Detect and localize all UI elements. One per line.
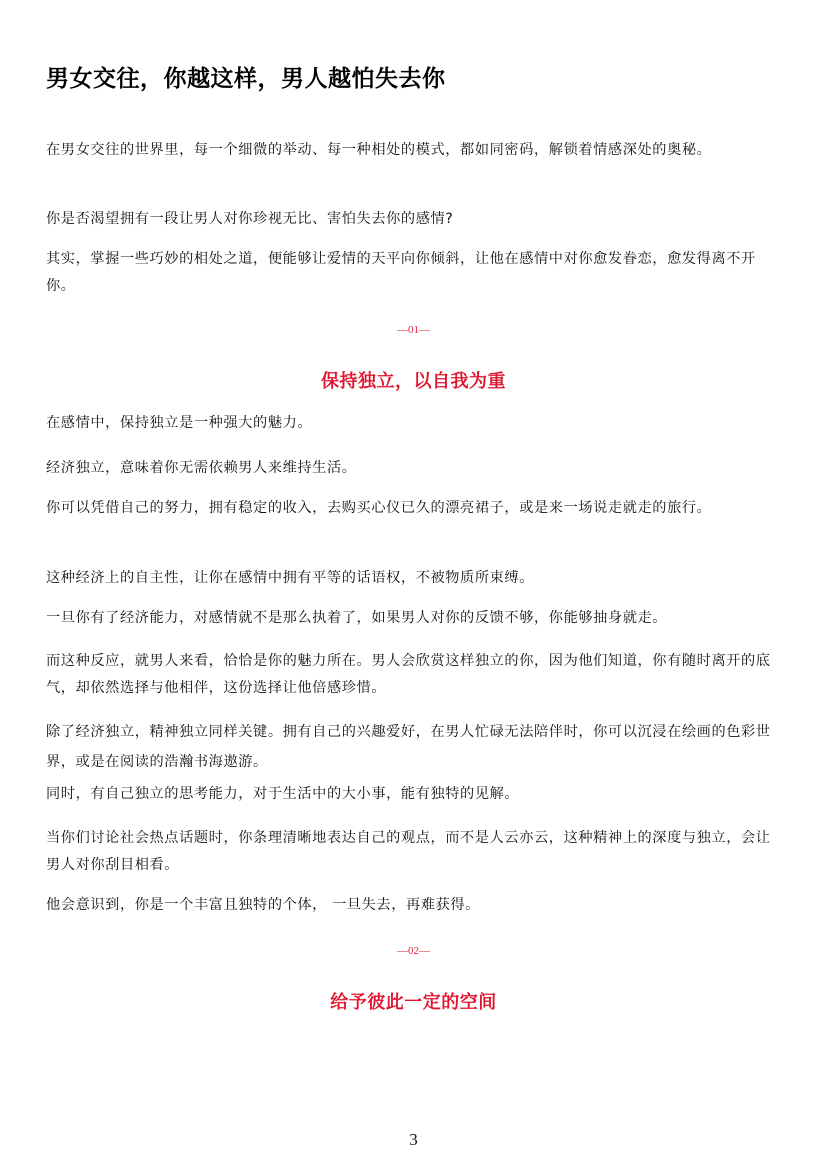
- section-1-paragraph-2: 经济独立，意味着你无需依赖男人来维持生活。: [46, 460, 357, 476]
- section-divider-02: —02—: [397, 945, 430, 957]
- section-1-paragraph-10: 他会意识到，你是一个丰富且独特的个体， 一旦失去，再难获得。: [46, 897, 480, 913]
- section-1-paragraph-6: 而这种反应，就男人来看，恰恰是你的魅力所在。男人会欣赏这样独立的你，因为他们知道，你有随时离开的底气，却依然选择与他相伴，这份选择让他倍感珍惜。: [46, 653, 771, 696]
- section-1-paragraph-7: 除了经济独立，精神独立同样关键。拥有自己的兴趣爱好，在男人忙碌无法陪伴时，你可以沉浸在绘画的色彩世界，或是在阅读的浩瀚书海遨游。: [46, 724, 771, 770]
- article-title: 男女交往，你越这样，男人越怕失去你: [46, 66, 446, 92]
- section-heading-02: 给予彼此一定的空间: [330, 992, 497, 1013]
- section-1-paragraph-8: 同时，有自己独立的思考能力，对于生活中的大小事，能有独特的见解。: [46, 786, 520, 802]
- section-1-paragraph-1: 在感情中，保持独立是一种强大的魅力。: [46, 415, 313, 431]
- section-divider-01: —01—: [397, 324, 430, 336]
- intro-paragraph-1: 在男女交往的世界里，每一个细微的举动、每一种相处的模式，都如同密码，解锁着情感深处的奥秘。: [46, 142, 712, 158]
- section-1-paragraph-4: 这种经济上的自主性，让你在感情中拥有平等的话语权，不被物质所束缚。: [46, 570, 534, 586]
- section-1-paragraph-9: 当你们讨论社会热点话题时，你条理清晰地表达自己的观点，而不是人云亦云，这种精神上的深度与独立，会让男人对你刮目相看。: [46, 830, 771, 873]
- page-number: 3: [409, 1130, 418, 1149]
- section-1-paragraph-3: 你可以凭借自己的努力，拥有稳定的收入，去购买心仪已久的漂亮裙子，或是来一场说走就走的旅行。: [46, 500, 712, 516]
- section-heading-01: 保持独立，以自我为重: [321, 371, 506, 392]
- section-1-paragraph-5: 一旦你有了经济能力，对感情就不是那么执着了，如果男人对你的反馈不够，你能够抽身就走。: [46, 610, 668, 626]
- intro-paragraph-3: 其实，掌握一些巧妙的相处之道，便能够让爱情的天平向你倾斜，让他在感情中对你愈发眷恋，愈发得离不开你。: [46, 251, 756, 294]
- intro-paragraph-2: 你是否渴望拥有一段让男人对你珍视无比、害怕失去你的感情?: [46, 211, 454, 227]
